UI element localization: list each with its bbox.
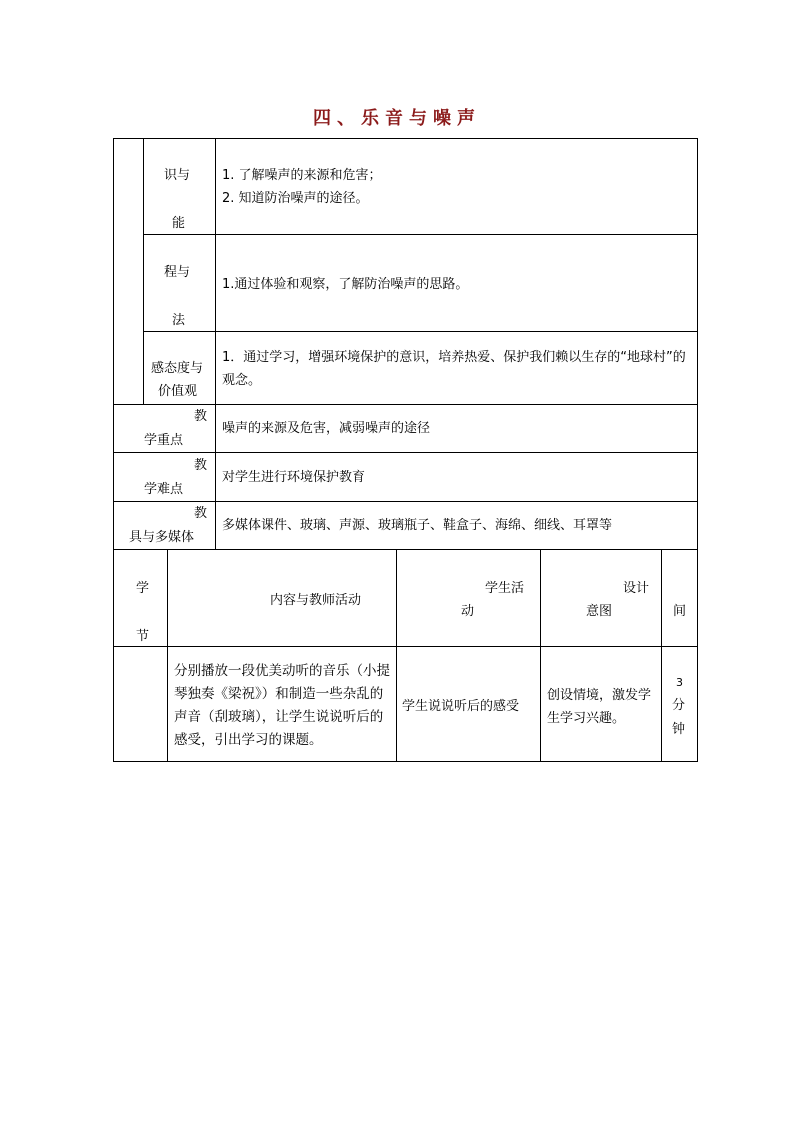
header-design-top: 设计 <box>623 581 650 596</box>
attitude-label-bottom: 价值观 <box>158 384 198 399</box>
header-col1-bottom: 节 <box>136 629 150 644</box>
header-student-bottom: 动 <box>461 604 475 619</box>
attitude-text: 1．通过学习，增强环境保护的意识，培养热爱、保护我们赖以生存的“地球村”的观念。 <box>222 350 686 388</box>
tools-label-top: 教 <box>194 506 208 521</box>
attitude-label-top: 感态度与 <box>151 361 204 376</box>
key-points-label-top: 教 <box>194 409 208 424</box>
row-time-unit-2: 钟 <box>672 722 686 737</box>
row-time-num: 3 <box>676 676 683 689</box>
knowledge-label-bottom: 能 <box>172 216 186 231</box>
row-student: 学生说说听后的感受 <box>402 699 520 714</box>
knowledge-label-top: 识与 <box>164 168 191 183</box>
process-item-1: 1.通过体验和观察，了解防治噪声的思路。 <box>222 277 469 292</box>
difficulties-label-bottom: 学难点 <box>144 482 184 497</box>
row-content: 分别播放一段优美动听的音乐（小提琴独奏《梁祝》）和制造一些杂乱的声音（刮玻璃），让学生说说听后的感受，引出学习的课题。 <box>174 663 390 748</box>
row-time-unit-1: 分 <box>672 698 686 713</box>
tools-label-bottom: 具与多媒体 <box>129 530 195 545</box>
header-col1-top: 学 <box>136 581 150 596</box>
tools-value: 多媒体课件、玻璃、声源、玻璃瓶子、鞋盒子、海绵、细线、耳罩等 <box>222 518 613 533</box>
key-points-label-bottom: 学重点 <box>144 433 184 448</box>
header-student-top: 学生活 <box>485 581 525 596</box>
difficulties-label-top: 教 <box>194 458 208 473</box>
row-design: 创设情境，激发学生学习兴趣。 <box>547 688 652 726</box>
process-label-bottom: 法 <box>172 313 186 328</box>
difficulties-value: 对学生进行环境保护教育 <box>222 470 366 485</box>
header-design-bottom: 意图 <box>586 604 613 619</box>
header-time: 间 <box>673 604 687 619</box>
header-content: 内容与教师活动 <box>270 593 362 608</box>
page-title: 四、乐音与噪声 <box>313 108 481 129</box>
key-points-value: 噪声的来源及危害，减弱噪声的途径 <box>222 421 431 436</box>
process-label-top: 程与 <box>164 265 191 280</box>
knowledge-item-1: 1. 了解噪声的来源和危害； <box>222 168 382 183</box>
knowledge-item-2: 2. 知道防治噪声的途径。 <box>222 191 369 206</box>
